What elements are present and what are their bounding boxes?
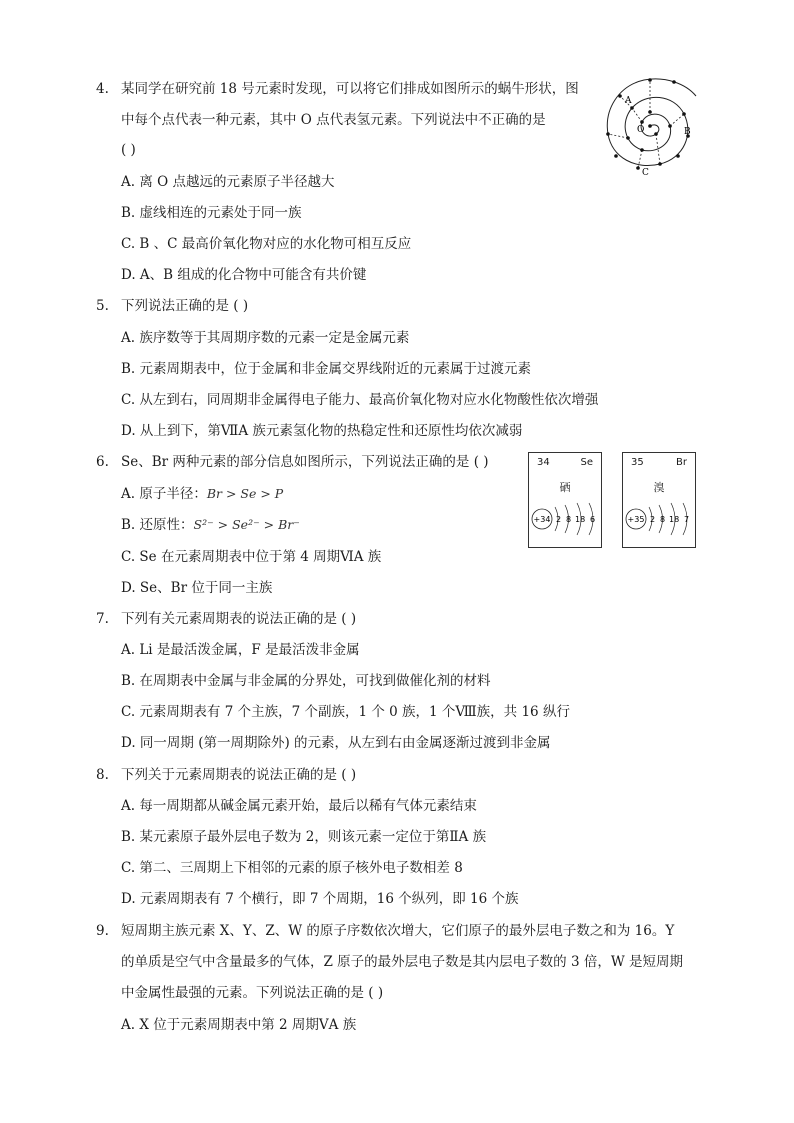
option-a: A. X 位于元素周期表中第 2 周期ⅤA 族	[121, 1017, 357, 1033]
shell-electrons: 8	[566, 515, 572, 524]
question-stem-line: 中金属性最强的元素。下列说法正确的是 ( )	[121, 985, 384, 1001]
option-d: D. A、B 组成的化合物中可能含有共价键	[121, 267, 367, 283]
shell-electrons: 18	[575, 515, 586, 524]
option-a-math: Br > Se > P	[206, 486, 284, 501]
element-card-se	[528, 452, 602, 548]
question-number: 6.	[96, 454, 109, 470]
atomic-number: 35	[631, 457, 644, 468]
question-stem-line: 的单质是空气中含量最多的气体，Z 原子的最外层电子数是其内层电子数的 3 倍，W 是短周期	[121, 954, 684, 970]
shell-electrons: 6	[590, 515, 596, 524]
element-symbol: Br	[676, 457, 687, 468]
option-b-math: S²⁻ > Se²⁻ > Br⁻	[193, 517, 300, 532]
option-a: A. 离 O 点越远的元素原子半径越大	[121, 174, 335, 190]
atomic-structure-diagram	[529, 499, 601, 539]
question-stem-line: 中每个点代表一种元素，其中 O 点代表氢元素。下列说法中不正确的是	[121, 112, 546, 128]
shell-electrons: 8	[660, 515, 666, 524]
option-a	[121, 485, 283, 503]
option-d: D. 从上到下，第ⅦA 族元素氢化物的热稳定性和还原性均依次减弱	[121, 423, 523, 439]
element-symbol: Se	[580, 457, 593, 468]
question-number: 9.	[96, 923, 109, 939]
option-b: B. 某元素原子最外层电子数为 2，则该元素一定位于第ⅡA 族	[121, 829, 487, 845]
atomic-structure-diagram	[623, 499, 695, 539]
option-c: C. 从左到右，同周期非金属得电子能力、最高价氧化物对应水化物酸性依次增强	[121, 392, 599, 408]
element-dots	[606, 78, 690, 170]
nucleus-charge: +34	[533, 515, 551, 524]
option-c: C. Se 在元素周期表中位于第 4 周期ⅥA 族	[121, 549, 382, 565]
figure-label-b: B	[684, 127, 691, 137]
element-name: 溴	[653, 481, 665, 494]
question-stem-line: 短周期主族元素 X、Y、Z、W 的原子序数依次增大，它们原子的最外层电子数之和为 16。Y	[121, 923, 675, 939]
option-d: D. 元素周期表有 7 个横行，即 7 个周期，16 个纵列，即 16 个族	[121, 891, 519, 907]
option-d: D. 同一周期 (第一周期除外) 的元素，从左到右由金属逐渐过渡到非金属	[121, 735, 551, 751]
question-number: 5.	[96, 298, 109, 314]
question-stem-line: 下列关于元素周期表的说法正确的是 ( )	[121, 767, 357, 783]
option-b: B. 元素周期表中，位于金属和非金属交界线附近的元素属于过渡元素	[121, 361, 532, 377]
question-stem-line: 下列说法正确的是 ( )	[121, 298, 249, 314]
option-d: D. Se、Br 位于同一主族	[121, 580, 273, 596]
question-stem-line: 某同学在研究前 18 号元素时发现，可以将它们排成如图所示的蜗牛形状，图	[121, 81, 579, 97]
option-c: C. 第二、三周期上下相邻的元素的原子核外电子数相差 8	[121, 860, 463, 876]
shell-electrons: 2	[556, 515, 562, 524]
option-a: A. Li 是最活泼金属，F 是最活泼非金属	[121, 642, 360, 658]
question-stem-line: 下列有关元素周期表的说法正确的是 ( )	[121, 611, 357, 627]
nucleus-charge: +35	[627, 515, 645, 524]
option-b-text: B. 还原性：	[121, 517, 194, 533]
option-b: B. 虚线相连的元素处于同一族	[121, 205, 302, 221]
option-c: C. 元素周期表有 7 个主族，7 个副族，1 个 0 族，1 个Ⅷ族，共 16 纵行	[121, 704, 570, 720]
element-name: 硒	[559, 481, 571, 494]
question-stem-line: Se、Br 两种元素的部分信息如图所示，下列说法正确的是 ( )	[121, 454, 489, 470]
shell-electrons: 2	[650, 515, 656, 524]
option-b: B. 在周期表中金属与非金属的分界处，可找到做催化剂的材料	[121, 673, 491, 689]
figure-label-c: C	[642, 168, 649, 178]
option-c: C. B 、C 最高价氧化物对应的水化物可相互反应	[121, 236, 412, 252]
figure-label-o: O	[637, 125, 645, 135]
shell-electrons: 18	[669, 515, 680, 524]
option-a: A. 每一周期都从碱金属元素开始，最后以稀有气体元素结束	[121, 798, 477, 814]
question-number: 4.	[96, 81, 109, 97]
question-number: 7.	[96, 611, 109, 627]
snail-periodic-figure	[598, 72, 702, 178]
question-stem-line: ( )	[121, 142, 136, 158]
option-a-text: A. 原子半径：	[121, 486, 207, 502]
atomic-number: 34	[537, 457, 550, 468]
element-card-br	[622, 452, 696, 548]
shell-electrons: 7	[684, 515, 690, 524]
option-a: A. 族序数等于其周期序数的元素一定是金属元素	[121, 330, 410, 346]
option-b	[121, 516, 300, 534]
figure-label-a: A	[625, 96, 632, 106]
question-number: 8.	[96, 767, 109, 783]
